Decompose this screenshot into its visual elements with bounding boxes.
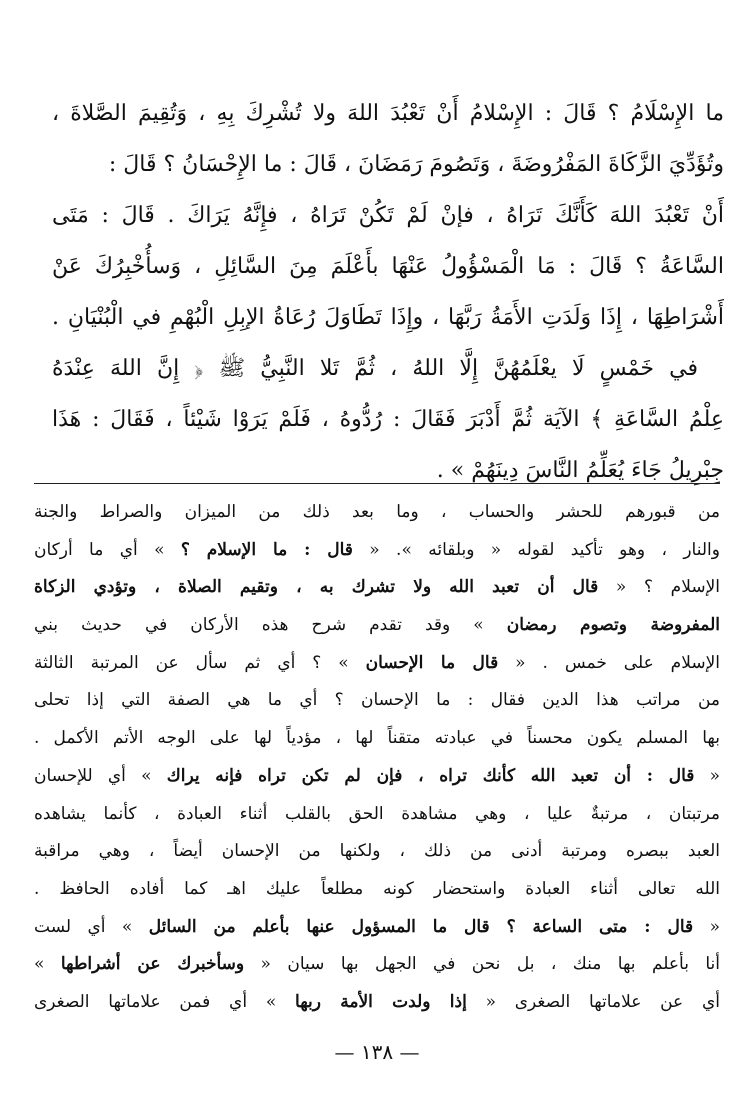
commentary-line: الإسلام ؟ « قال أن تعبد الله ولا تشرك به ، وتقيم الصلاة ، وتؤدي الزكاة — [34, 577, 720, 598]
commentary-line: والنار ، وهو تأكيد لقوله « وبلقائه ». « قال : ما الإسلام ؟ » أي ما أركان — [34, 539, 720, 560]
hadith-line: ما الإِسْلَامُ ؟ قَالَ : الإِسْلامُ أَنْ تَعْبُدَ اللهَ ولا تُشْرِكَ بِهِ ، وَتُقِيمَ الصَّلاةَ ، — [52, 101, 724, 126]
hadith-line: أَنْ تَعْبُدَ اللهَ كَأَنَّكَ تَرَاهُ ، فإنْ لَمْ تَكُنْ تَرَاهُ ، فإِنَّهُ يَرَاكَ . قَالَ : مَتَى — [52, 203, 724, 228]
commentary-text-block — [34, 494, 720, 1022]
commentary-line: بها المسلم يكون محسناً في عبادته متقناً لها ، مؤدياً لها على الوجه الأتم الأكمل . — [34, 728, 720, 749]
commentary-line: مرتبتان ، مرتبةٌ عليا ، وهي مشاهدة الحق بالقلب أثناء العبادة ، كأنما يشاهده — [34, 803, 720, 824]
hadith-line: وتُؤَدِّيَ الزَّكَاةَ المَفْرُوضَةَ ، وَتَصُومَ رَمَضَانَ ، قَالَ : ما الإِحْسَانُ ؟ قَالَ : — [108, 152, 724, 177]
hadith-line: عِلْمُ السَّاعَةِ ﴾ الآيَة ثُمَّ أَدْبَرَ فَقَالَ : رُدُّوهُ ، فَلَمْ يَرَوْا شَيْئاً ، فَقَالَ : هَذَا — [52, 407, 724, 432]
commentary-line: الله تعالى أثناء العبادة واستحضار كونه مطلعاً عليك اهـ كما أفاده الحافظ . — [34, 878, 720, 899]
hadith-text-block — [52, 88, 724, 496]
commentary-line: أي عن علاماتها الصغرى « إذا ولدت الأمة ربها » أي فمن علاماتها الصغرى — [34, 991, 720, 1012]
commentary-line: الإسلام على خمس . « قال ما الإحسان » ؟ أي ثم سأل عن المرتبة الثالثة — [34, 652, 720, 673]
commentary-line: العبد ببصره ومرتبة أدنى من ذلك ، ولكنها من الإحسان أيضاً ، وهي مراقبة — [34, 841, 720, 862]
hadith-line: أَشْرَاطِهَا ، إِذَا وَلَدَتِ الأَمَةُ رَبَّهَا ، وإِذَا تَطَاوَلَ رُعَاةُ الإبِلِ الْبُهْمِ في الْبُنْيَانِ . — [52, 305, 724, 330]
commentary-line: « قال : متى الساعة ؟ قال ما المسؤول عنها بأعلم من السائل » أي لست — [34, 916, 720, 937]
commentary-line: أنا بأعلم بها منك ، بل نحن في الجهل بها سيان « وسأخبرك عن أشراطها » — [34, 954, 720, 975]
commentary-line: « قال : أن تعبد الله كأنك تراه ، فإن لم تكن تراه فإنه يراك » أي للإحسان — [34, 765, 720, 786]
hadith-line: في خَمْسٍ لَا يعْلَمُهُنَّ إِلَّا اللهُ ، ثُمَّ تَلا النَّبِيُّ ﷺ ﴿ إِنَّ اللهَ عِنْدَهُ — [52, 356, 698, 381]
hadith-line: السَّاعَةُ ؟ قَالَ : مَا الْمَسْؤُولُ عَنْهَا بأَعْلَمَ مِنَ السَّائِلِ ، وَسأُخْبِرُكَ عَنْ — [52, 254, 724, 279]
hadith-line: جِبْرِيلُ جَاءَ يُعَلِّمُ النَّاسَ دِينَهُمْ » . — [436, 458, 724, 483]
commentary-line: من قبورهم للحشر والحساب ، وما بعد ذلك من الميزان والصراط والجنة — [34, 502, 720, 522]
commentary-line: المفروضة وتصوم رمضان » وقد تقدم شرح هذه الأركان في حديث بني — [34, 615, 720, 636]
section-divider — [34, 483, 720, 484]
commentary-line: من مراتب هذا الدين فقال : ما الإحسان ؟ أي ما هي الصفة التي إذا تحلى — [34, 690, 720, 711]
page-number: — ١٣٨ — — [334, 1040, 420, 1064]
